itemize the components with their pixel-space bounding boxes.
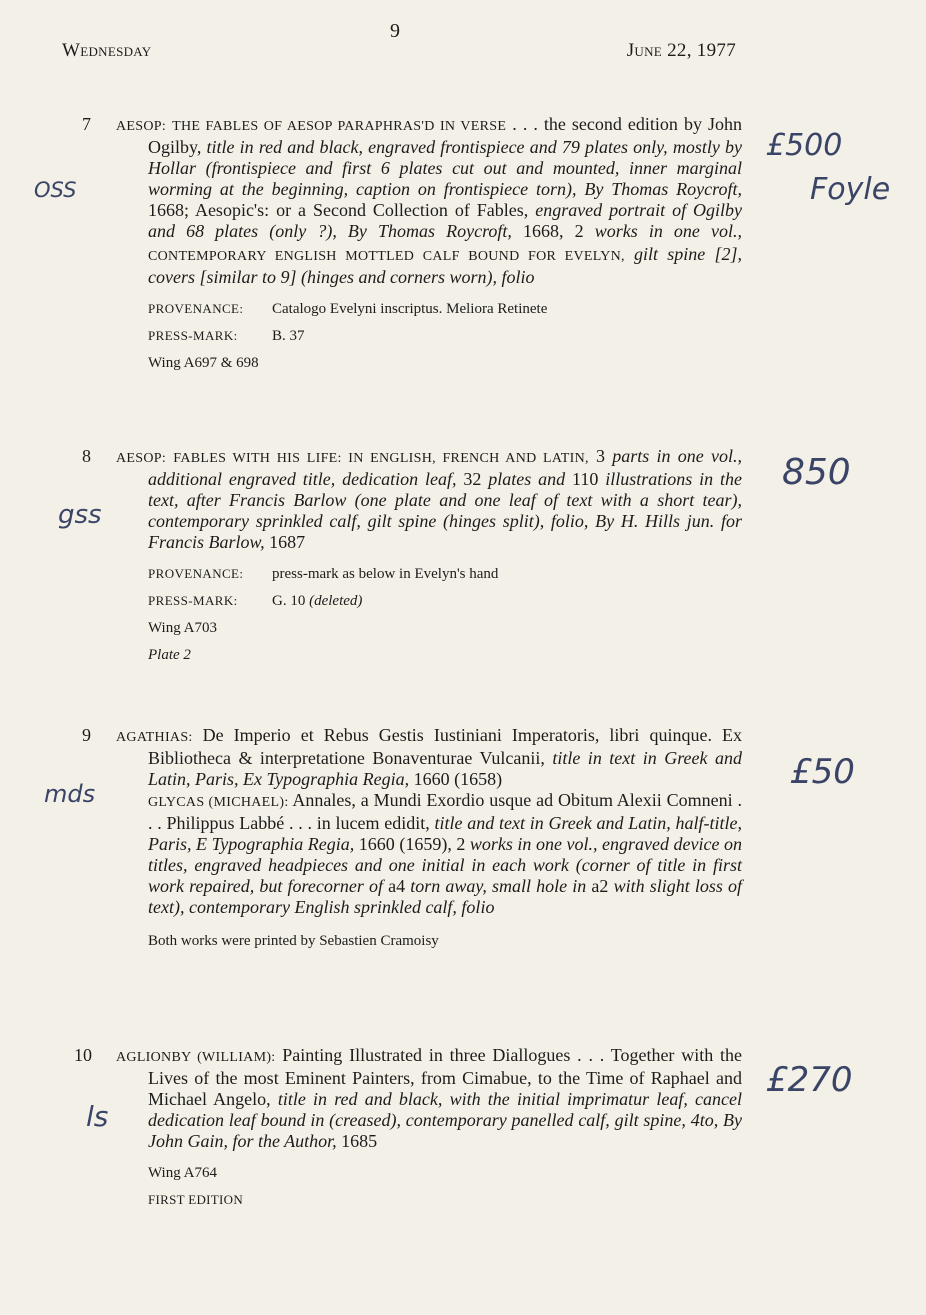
lot-meta: [148, 1164, 742, 1209]
lot-text-3: 1668, 2: [511, 221, 595, 241]
lot-text-2: 1668; Aesopic's: or a Second Collection of Fables,: [148, 200, 536, 220]
reference: Wing A697 & 698: [148, 355, 259, 371]
lot-10: [74, 1045, 742, 1218]
lot-binding: CONTEMPORARY ENGLISH MOTTLED CALF BOUND FOR EVELYN,: [148, 249, 625, 264]
handwritten-code-lot-9: mds: [44, 780, 96, 808]
lot-number: 7: [82, 114, 91, 134]
handwritten-price-lot-10: £270: [766, 1060, 853, 1100]
lot-desc-5: torn away, small hole in: [410, 876, 587, 896]
handwritten-code-lot-8: gss: [58, 500, 102, 530]
lot-number: 9: [82, 725, 91, 745]
provenance-label: PROVENANCE:: [148, 301, 244, 316]
lot-author-2: GLYCAS (MICHAEL):: [148, 795, 289, 810]
lot-meta: [148, 565, 742, 664]
provenance-value: press-mark as below in Evelyn's hand: [272, 566, 499, 582]
lot-desc-6: with slight loss of text), contemporary English sprinkled calf, folio: [148, 876, 742, 917]
pressmark-row: [148, 592, 742, 610]
lot-desc-3: illustrations in the text, after Francis Barlow (one plate and one leaf of text with a short tear), contemporary sprinkled calf, gilt spine (hinges split), folio, By H. Hills jun. for Francis Barlow,: [148, 469, 742, 552]
lot-description: [116, 725, 742, 790]
header-day: Wednesday: [62, 40, 152, 61]
lot-title: THE FABLES OF AESOP PARAPHRAS'D IN VERSE: [172, 119, 507, 134]
reference: Wing A703: [148, 620, 217, 636]
lot-number: 8: [82, 446, 91, 466]
lot-desc: title in text in Greek and Latin, Paris, Ex Typographia Regia,: [148, 748, 742, 789]
lot-desc-3: title and text in Greek and Latin, half-title, Paris, E Typographia Regia,: [148, 813, 742, 854]
provenance-row: [148, 565, 742, 583]
lot-text-2: 1660 (1658): [409, 769, 503, 789]
lot-8: [82, 446, 742, 673]
lot-number: 10: [74, 1045, 92, 1065]
edition: FIRST EDITION: [148, 1192, 244, 1207]
lot-desc-4: gilt spine [2], covers [similar to 9] (hinges and corners worn), folio: [148, 244, 742, 287]
page-number: 9: [390, 20, 400, 42]
lot-text-4: 1660 (1659), 2: [354, 834, 470, 854]
lot-author: AGLIONBY (WILLIAM):: [116, 1050, 276, 1065]
handwritten-price-lot-8: 850: [782, 452, 851, 493]
lot-description: [116, 114, 742, 288]
lot-text: 3: [588, 446, 613, 466]
lot-desc: title in red and black, engraved frontispiece and 79 plates only, mostly by Hollar (frontispiece and first 6 plates cut out and mounted, inner marginal worming at the beginning, caption on frontispiece torn),: [148, 137, 742, 199]
lot-7: [82, 114, 742, 381]
lot-note: Both works were printed by Sebastien Cramoisy: [148, 933, 439, 949]
header-date: June 22, 1977: [626, 40, 736, 61]
handwritten-code-lot-10: ls: [86, 1100, 109, 1133]
provenance-label: PROVENANCE:: [148, 566, 244, 581]
handwritten-price-lot-7: £500: [766, 128, 843, 163]
lot-text: De Imperio et Rebus Gestis Iustiniani Imperatoris, libri quinque. Ex Bibliotheca & interpretatione Bonaventurae Vulcanii,: [148, 725, 742, 768]
lot-text-2: 1685: [336, 1131, 378, 1151]
lot-meta: [148, 300, 742, 372]
lot-author: AGATHIAS:: [116, 730, 193, 745]
reference: Wing A764: [148, 1165, 217, 1181]
lot-description: [116, 446, 742, 553]
lot-title: FABLES WITH HIS LIFE: IN ENGLISH, FRENCH AND LATIN,: [173, 451, 589, 466]
pressmark-label: PRESS-MARK:: [148, 328, 238, 343]
lot-text-4: 1687: [264, 532, 306, 552]
lot-text-3: Annales, a Mundi Exordio usque ad Obitum Alexii Comneni . . . Philippus Labbé . . . in lucem edidit,: [148, 790, 742, 833]
lot-desc-2: engraved portrait of Ogilby and 68 plates (only ?), By Thomas Roycroft,: [148, 200, 742, 241]
provenance-value: Catalogo Evelyni inscriptus. Meliora Retinete: [272, 301, 548, 317]
lot-desc: title in red and black, with the initial imprimatur leaf, cancel dedication leaf bound in (creased), contemporary panelled calf, gilt spine, 4to, By John Gain, for the Author,: [148, 1089, 742, 1151]
lot-author: AESOP:: [116, 119, 167, 134]
lot-meta: [148, 932, 742, 950]
lot-desc-3: works in one vol.,: [594, 221, 742, 241]
lot-text: Painting Illustrated in three Diallogues . . . Together with the Lives of the most Eminent Painters, from Cimabue, to the Time of Raphael and Michael Angelo,: [148, 1045, 742, 1109]
handwritten-price-lot-9: £50: [790, 752, 855, 792]
handwritten-code-lot-7: OSS: [34, 178, 77, 202]
pressmark-value: B. 37: [272, 328, 305, 344]
plate-reference: [148, 646, 742, 664]
pressmark-row: [148, 327, 742, 345]
lot-desc-4: works in one vol., engraved device on titles, engraved headpieces and one initial in each work (corner of title in first work repaired, but forecorner of: [148, 834, 743, 896]
lot-description-2: [148, 790, 742, 918]
pressmark-note: (deleted): [309, 593, 363, 609]
lot-text-3: 110: [565, 469, 606, 489]
lot-text: . . . the second edition by John Ogilby,: [148, 114, 743, 157]
pressmark-label: PRESS-MARK:: [148, 593, 238, 608]
lot-desc: parts in one vol., additional engraved title, dedication leaf,: [148, 446, 742, 489]
lot-text-2: 32: [456, 469, 489, 489]
pressmark-text: G. 10: [272, 593, 306, 609]
lot-text-6: a2: [586, 876, 614, 896]
lot-description: [116, 1045, 742, 1152]
lot-imprint: By Thomas Roycroft,: [576, 179, 742, 199]
pressmark-value: [272, 592, 742, 610]
lot-9: [82, 725, 742, 959]
lot-text-5: a4: [383, 876, 411, 896]
lot-author: AESOP:: [116, 451, 167, 466]
lot-desc-2: plates and: [488, 469, 566, 489]
provenance-row: [148, 300, 742, 318]
plate-text: Plate 2: [148, 647, 191, 663]
handwritten-buyer-lot-7: Foyle: [810, 172, 891, 207]
